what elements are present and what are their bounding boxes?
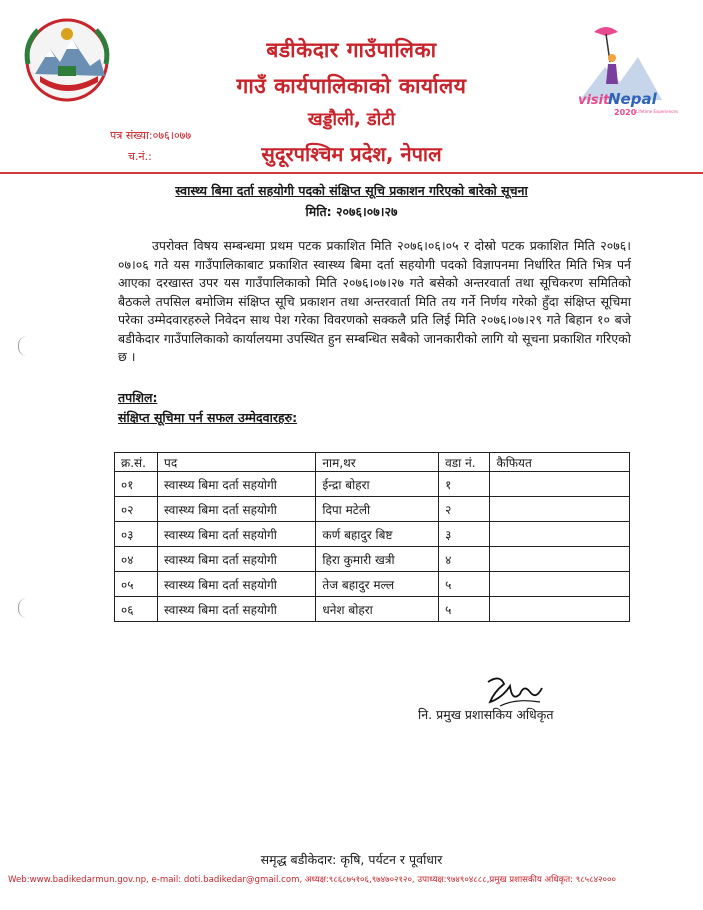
scan-margin-mark [18,598,27,618]
dispatch-number: च.नं.: [128,150,152,163]
footer-motto: समृद्ध बडीकेदार: कृषि, पर्यटन र पूर्वाधार [260,852,443,867]
cell-sn: ०२ [115,497,158,522]
province-country: सुदूरपश्चिम प्रदेश, नेपाल [261,142,442,166]
cell-name: कर्ण बहादुर बिष्ट [316,522,439,547]
signatory-title: नि. प्रमुख प्रशासकिय अधिकृत [418,707,554,722]
cell-remarks [490,497,630,522]
table-row [115,572,630,597]
cell-post: स्वास्थ्य बिमा दर्ता सहयोगी [158,472,316,497]
cell-remarks [490,547,630,572]
table-row [115,522,630,547]
col-sn: क्र.सं. [115,453,158,472]
cell-ward: ५ [439,572,490,597]
cell-sn: ०५ [115,572,158,597]
footer-contact: Web:www.badikedarmun.gov.np, e-mail: doti.badikedar@gmail.com, अध्यक्ष:९८६८७५१०६,९७४७०२१२०, उपाध्यक्ष:९७४९०४८८८,प्रमुख प्रशासकीय अधिकृत: ९८५८४२००० [8,875,616,885]
scan-margin-mark [18,336,27,356]
table-row [115,472,630,497]
col-ward: वडा नं. [439,453,490,472]
cell-sn: ०३ [115,522,158,547]
reference-number: पत्र संख्या:०७६।०७७ [110,129,192,142]
cell-ward: २ [439,497,490,522]
notice-body: उपरोक्त विषय सम्बन्धमा प्रथम पटक प्रकाशित मिति २०७६।०६।०५ र दोस्रो पटक प्रकाशित मिति २०७६।०७।०६ गते यस गाउँपालिकाबाट प्रकाशित स्वास्थ्य बिमा दर्ता सहयोगी पदको विज्ञापनमा निर्धारित मिति भित्र पर्न आएका दरखास्त उपर यस गाउँपालिकाको मिति २०७६।०७।२७ गते बसेको अन्तरवार्ता तथा सूचिकरण समितिको बैठकले तपसिल बमोजिम संक्षिप्त सूचि प्रकाशन तथा अन्तरवार्ता मिति तय गर्ने निर्णय गरेको हुँदा संक्षिप्त सूचिमा परेका उम्मेदवारहरुले निवेदन साथ पेश गरेका विवरणको सक्कलै प्रति लिई मिति २०७६।०७।२९ गते बिहान १० बजे बडीकेदार गाउँपालिकाको कार्यालयमा उपस्थित हुन सम्बन्धित सबैको जानकारीको लागि यो सूचना प्रकाशित गरिएको छ । [118,238,631,364]
cell-sn: ०४ [115,547,158,572]
cell-post: स्वास्थ्य बिमा दर्ता सहयोगी [158,497,316,522]
cell-remarks [490,572,630,597]
cell-remarks [490,522,630,547]
table-row [115,597,630,622]
cell-remarks [490,472,630,497]
cell-ward: ३ [439,522,490,547]
cell-name: दिपा मटेली [316,497,439,522]
cell-ward: १ [439,472,490,497]
cell-ward: ४ [439,547,490,572]
municipality-name: बडीकेदार गाउँपालिका [266,38,437,62]
cell-post: स्वास्थ्य बिमा दर्ता सहयोगी [158,547,316,572]
cell-post: स्वास्थ्य बिमा दर्ता सहयोगी [158,597,316,622]
col-remarks: कैफियत [490,453,630,472]
table-header-row [115,453,630,472]
notice-subject: स्वास्थ्य बिमा दर्ता सहयोगी पदको संक्षिप्त सूचि प्रकाशन गरिएको बारेको सूचना [175,183,528,198]
cell-sn: ०१ [115,472,158,497]
table-row [115,547,630,572]
cell-post: स्वास्थ्य बिमा दर्ता सहयोगी [158,522,316,547]
cell-remarks [490,597,630,622]
col-name: नाम,थर [316,453,439,472]
header-divider [0,172,703,174]
notice-date: मिति: २०७६।०७।२७ [305,204,398,219]
office-location: खड्डौली, डोटी [307,109,396,130]
svg-text:Lifetime Experiences: Lifetime Experiences [636,109,678,114]
candidate-table [114,452,630,622]
cell-name: तेज बहादुर मल्ल [316,572,439,597]
cell-name: हिरा कुमारी खत्री [316,547,439,572]
svg-text:Nepal: Nepal [608,90,657,108]
svg-text:2020: 2020 [614,108,637,117]
cell-sn: ०६ [115,597,158,622]
cell-ward: ५ [439,597,490,622]
cell-post: स्वास्थ्य बिमा दर्ता सहयोगी [158,572,316,597]
table-row [115,497,630,522]
svg-text:visit: visit [578,93,610,108]
details-label: तपशिल: [118,390,158,405]
cell-name: ईन्द्रा बोहरा [316,472,439,497]
shortlist-label: संक्षिप्त सूचिमा पर्न सफल उम्मेदवारहरु: [118,410,298,425]
office-name: गाउँ कार्यपालिकाको कार्यालय [236,74,467,98]
cell-name: धनेश बोहरा [316,597,439,622]
col-post: पद [158,453,316,472]
